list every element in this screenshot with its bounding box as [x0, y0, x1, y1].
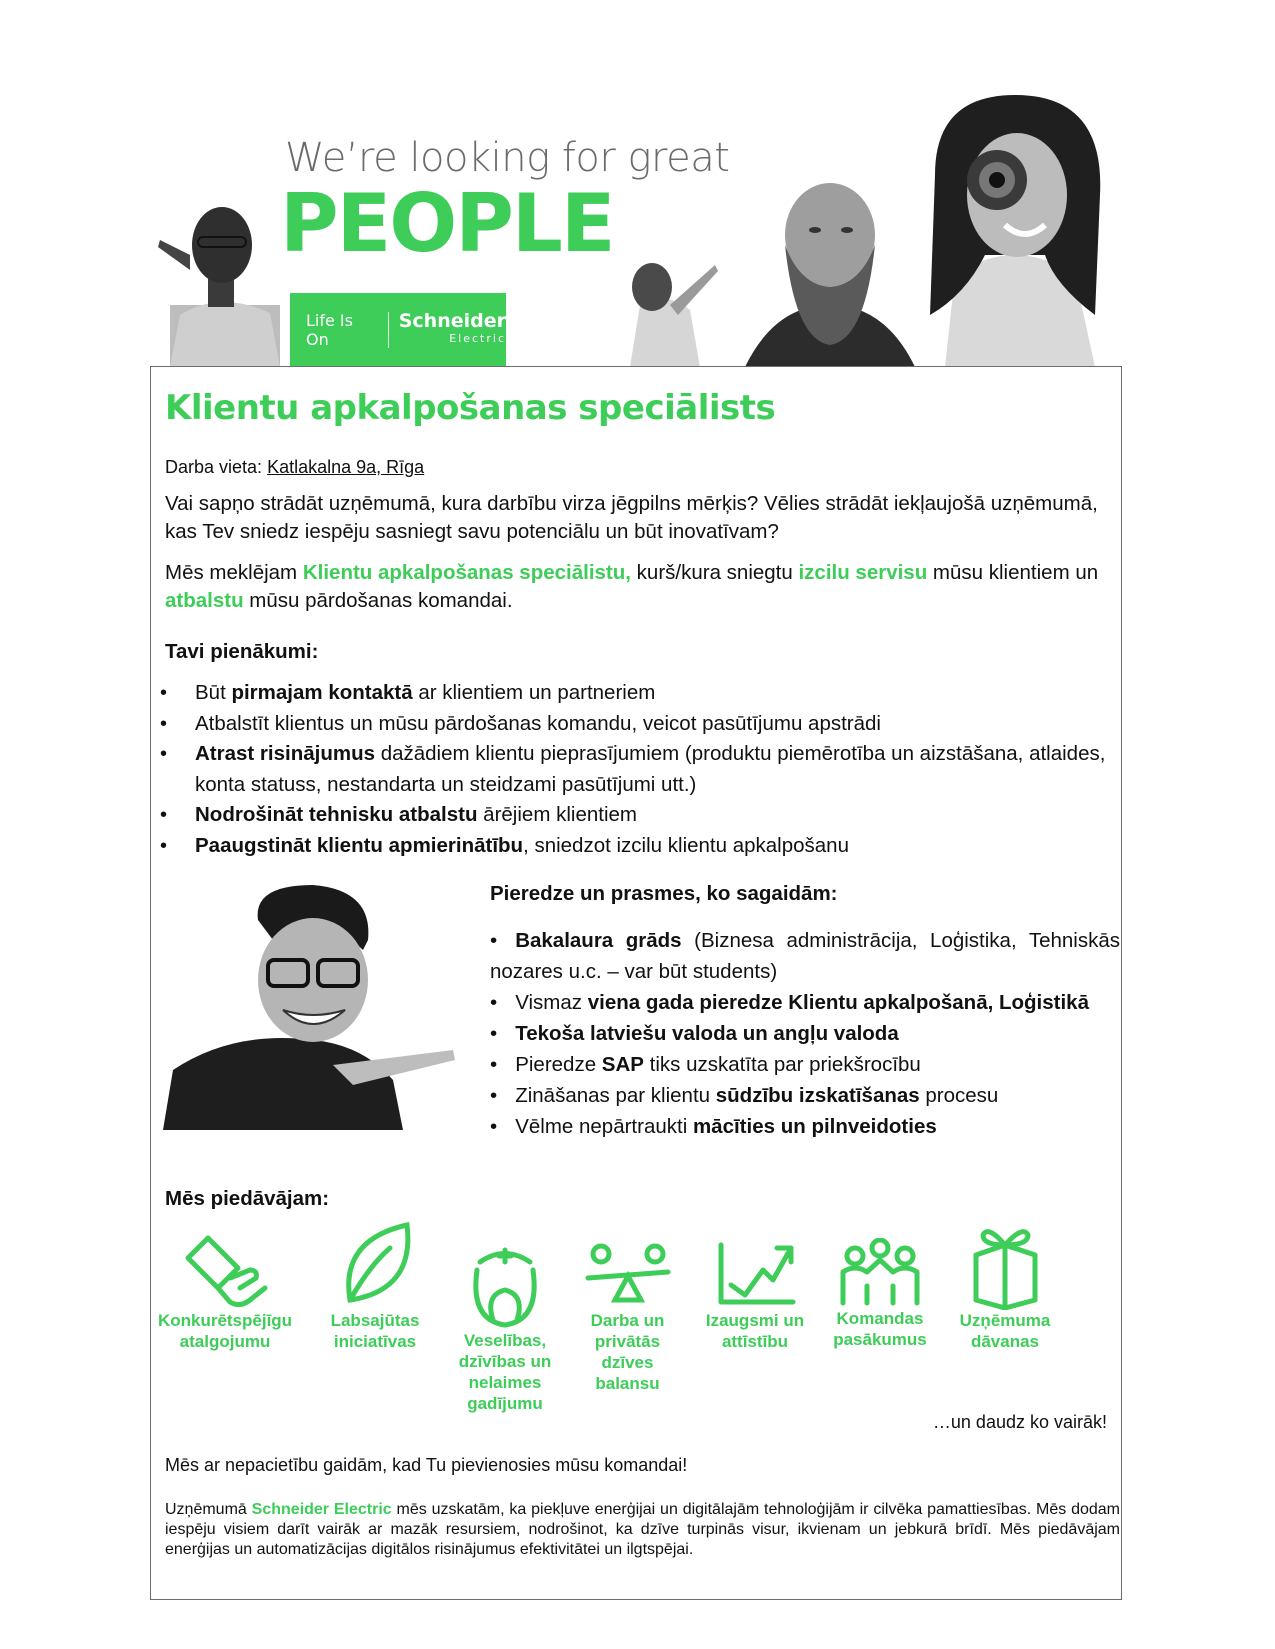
benefit-gift [945, 1220, 1065, 1352]
benefit-label: Konkurētspējīgu atalgojumu [157, 1311, 293, 1351]
benefit-label: Komandas pasākumus [833, 1309, 927, 1349]
banner-people: PEOPLE [280, 177, 614, 270]
bearded-man-photo [735, 175, 925, 367]
brand-name: Schneider [398, 310, 506, 332]
experience-item: • Vismaz viena gada pieredze Klientu apkalpošanā, Loģistikā [490, 991, 1089, 1014]
schneider-logo-box [290, 293, 506, 367]
duty-item: • Nodrošināt tehnisku atbalstu ārējiem klientiem [195, 800, 1155, 831]
duty-item: • Būt pirmajam kontaktā ar klientiem un partneriem [195, 678, 1155, 709]
benefit-health [440, 1240, 570, 1414]
duty-item: • Atbalstīt klientus un mūsu pārdošanas komandu, veicot pasūtījumu apstrādi [195, 709, 1155, 740]
experience-title: Pieredze un prasmes, ko sagaidām: [490, 882, 838, 905]
benefit-label: Veselības, dzīvības un nelaimes gadījumu [458, 1331, 552, 1413]
woman-with-lens-photo [905, 85, 1122, 367]
benefits-row [150, 1220, 1122, 1420]
seek-support: atbalstu [165, 589, 244, 612]
balance-icon [583, 1240, 673, 1310]
seek-text: Mēs meklējam [165, 561, 303, 584]
gift-icon [968, 1220, 1043, 1310]
smiling-man-pointing-photo [163, 880, 463, 1130]
growth-chart-icon [713, 1240, 798, 1310]
offer-title: Mēs piedāvājam: [165, 1187, 330, 1210]
benefit-label: Izaugsmi un attīstību [705, 1311, 805, 1351]
seek-service: izcilu servisu [798, 561, 928, 584]
benefit-label: Labsajūtas iniciatīvas [330, 1311, 420, 1351]
benefit-label: Uzņēmuma dāvanas [959, 1311, 1051, 1351]
about-brand: Schneider Electric [251, 1501, 392, 1518]
location-value: Katlakalna 9a, Rīga [267, 457, 425, 477]
duty-item: • Paaugstināt klientu apmierinātību, sniedzot izcilu klientu apkalpošanu [195, 831, 1155, 862]
life-is-on-tagline: Life Is On [306, 311, 353, 349]
logo-divider [388, 312, 389, 348]
seek-paragraph [165, 559, 1115, 615]
benefit-salary [150, 1230, 300, 1352]
benefit-growth [695, 1240, 815, 1352]
seek-text: mūsu klientiem un [927, 561, 1099, 584]
about-text: Uzņēmumā [165, 1501, 252, 1518]
benefit-team [820, 1238, 940, 1350]
more-note: …un daudz ko vairāk! [932, 1412, 1107, 1432]
seek-text: kurš/kura sniegtu [630, 561, 799, 584]
leaf-icon [335, 1220, 415, 1310]
health-insurance-icon [465, 1240, 545, 1330]
benefit-balance [570, 1240, 685, 1394]
recruitment-banner [150, 85, 1122, 367]
experience-list [490, 925, 1120, 1142]
about-company [165, 1500, 1120, 1560]
woman-leaning-photo [590, 235, 720, 367]
benefit-wellbeing [310, 1220, 440, 1352]
seek-text: mūsu pārdošanas komandai. [243, 589, 513, 612]
experience-item: • Zināšanas par klientu sūdzību izskatīšanas procesu [490, 1084, 999, 1107]
seek-role: Klientu apkalpošanas speciālistu, [302, 561, 631, 584]
banner-headline: We’re looking for great [285, 135, 730, 181]
intro-paragraph: Vai sapņo strādāt uzņēmumā, kura darbību virza jēgpilns mērķis? Vēlies strādāt iekļaujošā uzņēmumā, kas Tev sniedz iespēju sasniegt savu potenciālu un būt inovatīvam? [165, 492, 1098, 543]
experience-item: • Tekoša latviešu valoda un angļu valoda [490, 1022, 899, 1045]
duties-title: Tavi pienākumi: [165, 640, 319, 663]
about-text: mēs uzskatām, ka piekļuve enerģijai un digitālajām tehnoloģijām ir cilvēka pamattiesības. Mēs dodam iespēju visiem darīt vairāk ar mazāk resursiem, nodrošinot, ka dzīve turpinās visur, ikvienam un jebkurā brīdī. Mēs piedāvājam enerģijas un automatizācijas digitālos risinājumus efektivitātei un ilgtspējai. [165, 1501, 1121, 1558]
location-label: Darba vieta: [165, 457, 263, 477]
experience-item: • Pieredze SAP tiks uzskatīta par priekšrocību [490, 1053, 921, 1076]
wallet-hand-icon [180, 1230, 270, 1310]
duty-item: • Atrast risinājumus dažādiem klientu pieprasījumiem (produktu piemērotība un aizstāšana, atlaides, konta statuss, nestandarta un steidzami pasūtījumi utt.) [195, 739, 1155, 800]
closing-line: Mēs ar nepacietību gaidām, kad Tu pievienosies mūsu komandai! [165, 1455, 688, 1475]
duties-list [150, 678, 1155, 861]
man-pointing-photo [150, 185, 285, 367]
job-location [165, 457, 424, 478]
team-icon [835, 1238, 925, 1308]
experience-item: • Bakalaura grāds (Biznesa administrācija, Loģistika, Tehniskās nozares u.c. – var būt students) [490, 929, 1121, 983]
brand-sub: Electric [449, 332, 506, 345]
benefit-label: Darba un privātās dzīves balansu [590, 1311, 665, 1393]
job-title: Klientu apkalpošanas speciālists [165, 388, 776, 428]
schneider-logo [399, 312, 506, 348]
experience-item: • Vēlme nepārtraukti mācīties un pilnveidoties [490, 1115, 937, 1138]
